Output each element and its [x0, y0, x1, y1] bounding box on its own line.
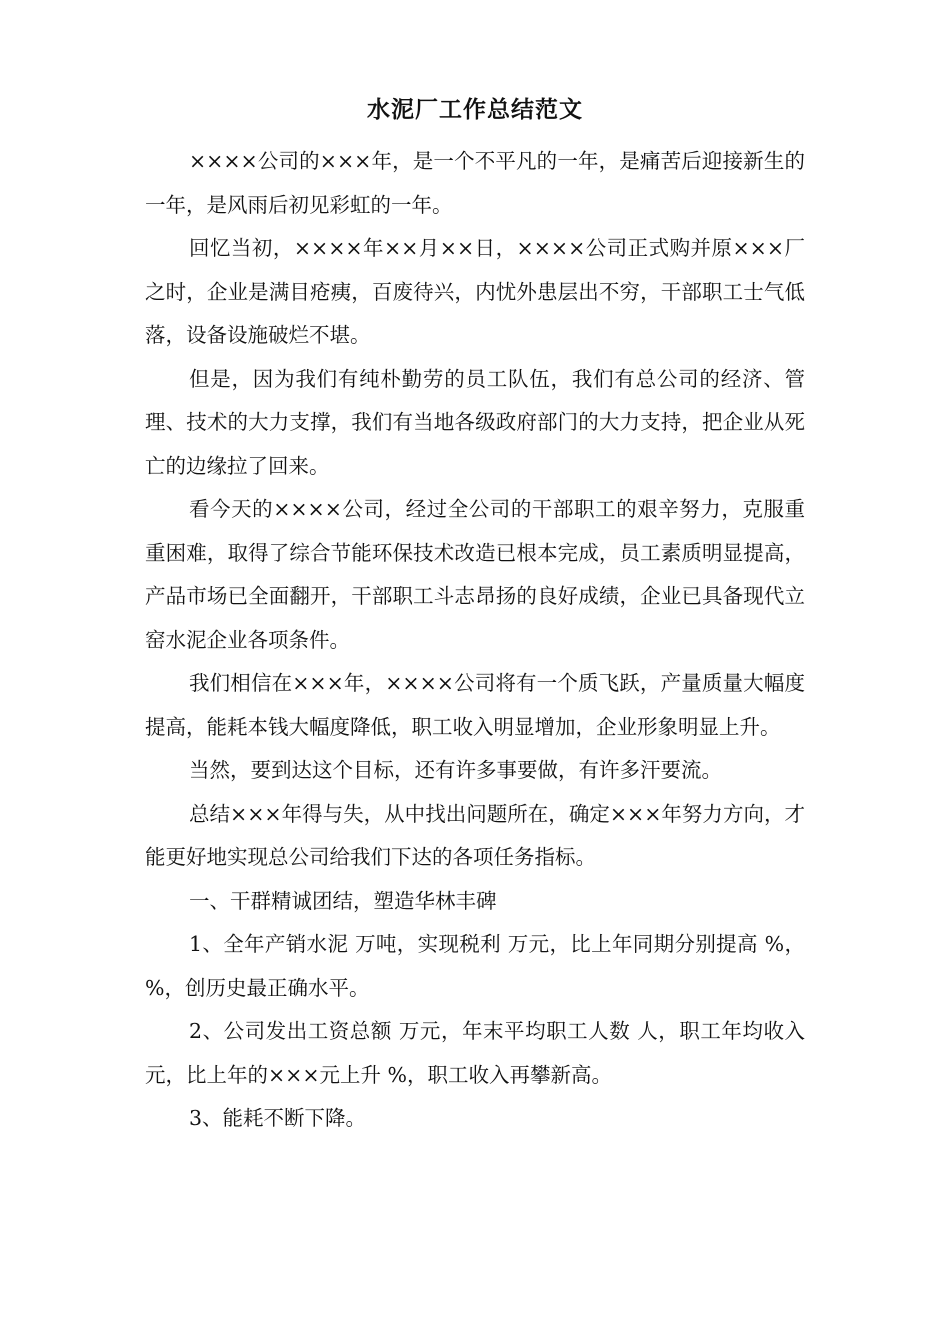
paragraph-outlook: 我们相信在×××年，××××公司将有一个质飞跃，产量质量大幅度提高，能耗本钱大幅度降低，职工收入明显增加，企业形象明显上升。 [145, 671, 805, 739]
list-item-1: 1、全年产销水泥 万吨，实现税利 万元，比上年同期分别提高 %， %，创历史最正确水平。 [145, 932, 805, 1000]
paragraph-today: 看今天的××××公司，经过全公司的干部职工的艰辛努力，克服重重困难，取得了综合节能环保技术改造已根本完成，员工素质明显提高，产品市场已全面翻开，干部职工斗志昂扬的良好成绩，企业已具备现代立窑水泥企业各项条件。 [145, 497, 805, 652]
paragraph-effort: 当然，要到达这个目标，还有许多事要做，有许多汗要流。 [189, 758, 722, 782]
document-body [145, 140, 805, 1141]
paragraph-summary: 总结×××年得与失，从中找出问题所在，确定×××年努力方向，才能更好地实现总公司给我们下达的各项任务指标。 [145, 801, 805, 869]
paragraph-intro: ××××公司的×××年，是一个不平凡的一年，是痛苦后迎接新生的一年，是风雨后初见彩虹的一年。 [145, 149, 805, 217]
list-item-2: 2、公司发出工资总额 万元，年末平均职工人数 人，职工年均收入 元，比上年的×××元上升 %，职工收入再攀新高。 [145, 1019, 805, 1087]
section-heading-one: 一、干群精诚团结，塑造华林丰碑 [189, 888, 497, 913]
list-item-3: 3、能耗不断下降。 [189, 1106, 367, 1130]
paragraph-recall: 回忆当初，××××年××月××日，××××公司正式购并原×××厂之时，企业是满目疮痍，百废待兴，内忧外患层出不穷，干部职工士气低落，设备设施破烂不堪。 [145, 236, 805, 347]
document-title: 水泥厂工作总结范文 [367, 96, 583, 123]
paragraph-support: 但是，因为我们有纯朴勤劳的员工队伍，我们有总公司的经济、管理、技术的大力支撑，我们有当地各级政府部门的大力支持，把企业从死亡的边缘拉了回来。 [145, 366, 805, 478]
